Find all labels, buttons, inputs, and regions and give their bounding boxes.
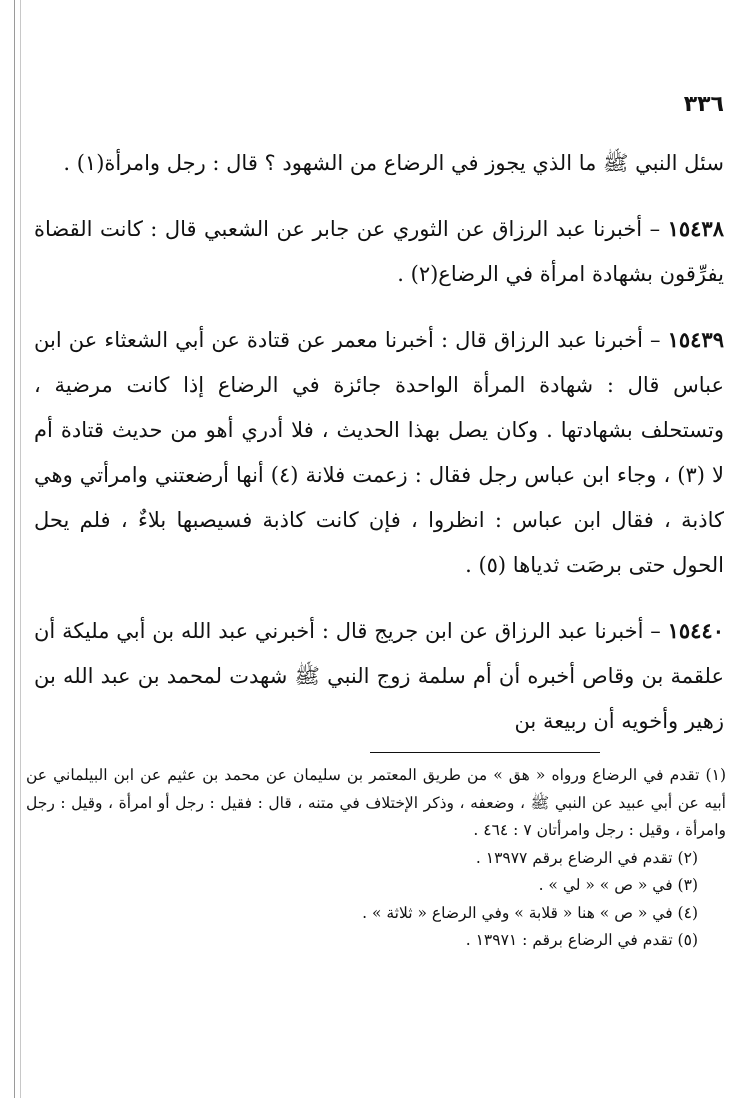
paragraph-hadith (34, 608, 724, 744)
paragraph-text: – أخبرنا عبد الرزاق عن الثوري عن جابر عن الشعبي قال : كانت القضاة يفرِّقون بشهادة امرأة في الرضاع(٢) . (34, 217, 724, 286)
hadith-number: ١٥٤٣٨ (667, 216, 724, 241)
footnote: (١) تقدم في الرضاع ورواه « هق » من طريق المعتمر بن سليمان عن محمد بن عثيم عن ابن البيلماني عن أبيه عن أبي عبيد عن النبي ﷺ ، وضعفه ، وذكر الإختلاف في متنه ، قال : فقيل : رجل أو امرأة ، وقيل : رجل وامرأة ، وقيل : رجل وامرأتان ٧ : ٤٦٤ . (26, 766, 726, 839)
footnote: (٣) في « ص » « لي » . (538, 876, 698, 894)
binding-edge-line-inner (20, 0, 21, 1098)
paragraph-hadith (34, 206, 724, 297)
footnotes (26, 762, 726, 955)
hadith-number: ١٥٤٣٩ (667, 327, 724, 352)
hadith-number: ١٥٤٤٠ (667, 618, 724, 643)
page-number: ٣٣٦ (683, 92, 724, 117)
footnote: (٤) في « ص » هنا « قلابة » وفي الرضاع « ثلاثة » . (362, 903, 698, 922)
paragraph-text: سئل النبي ﷺ ما الذي يجوز في الرضاع من الشهود ؟ قال : رجل وامرأة(١) . (63, 151, 724, 175)
footnote-separator (370, 752, 600, 753)
footnote: (٢) تقدم في الرضاع برقم ١٣٩٧٧ . (475, 848, 698, 867)
paragraph-continuation (34, 140, 724, 186)
footnote: (٥) تقدم في الرضاع برقم : ١٣٩٧١ . (465, 931, 698, 949)
paragraph-hadith (34, 317, 724, 588)
paragraph-text: – أخبرنا عبد الرزاق قال : أخبرنا معمر عن قتادة عن أبي الشعثاء عن ابن عباس قال : شهادة المرأة الواحدة جائزة في الرضاع إذا كانت مرضية ، وتستحلف بشهادتها . وكان يصل بهذا الحديث ، فلا أدري أهو من حديث قتادة أم لا (٣) ، وجاء ابن عباس رجل فقال : زعمت فلانة (٤) أنها أرضعتني وامرأتي وهي كاذبة ، فقال ابن عباس : انظروا ، فإن كانت كاذبة فسيصبها بلاءٌ ، فلم يحل الحول حتى برصَت ثدياها (٥) . (34, 328, 724, 577)
binding-edge-line (14, 0, 15, 1098)
main-text (34, 140, 724, 764)
paragraph-text: – أخبرنا عبد الرزاق عن ابن جريج قال : أخبرني عبد الله بن أبي مليكة أن علقمة بن وقاص أخبره أن أم سلمة زوج النبي ﷺ شهدت لمحمد بن عبد الله بن زهير وأخويه أن ربيعة بن (34, 619, 724, 733)
